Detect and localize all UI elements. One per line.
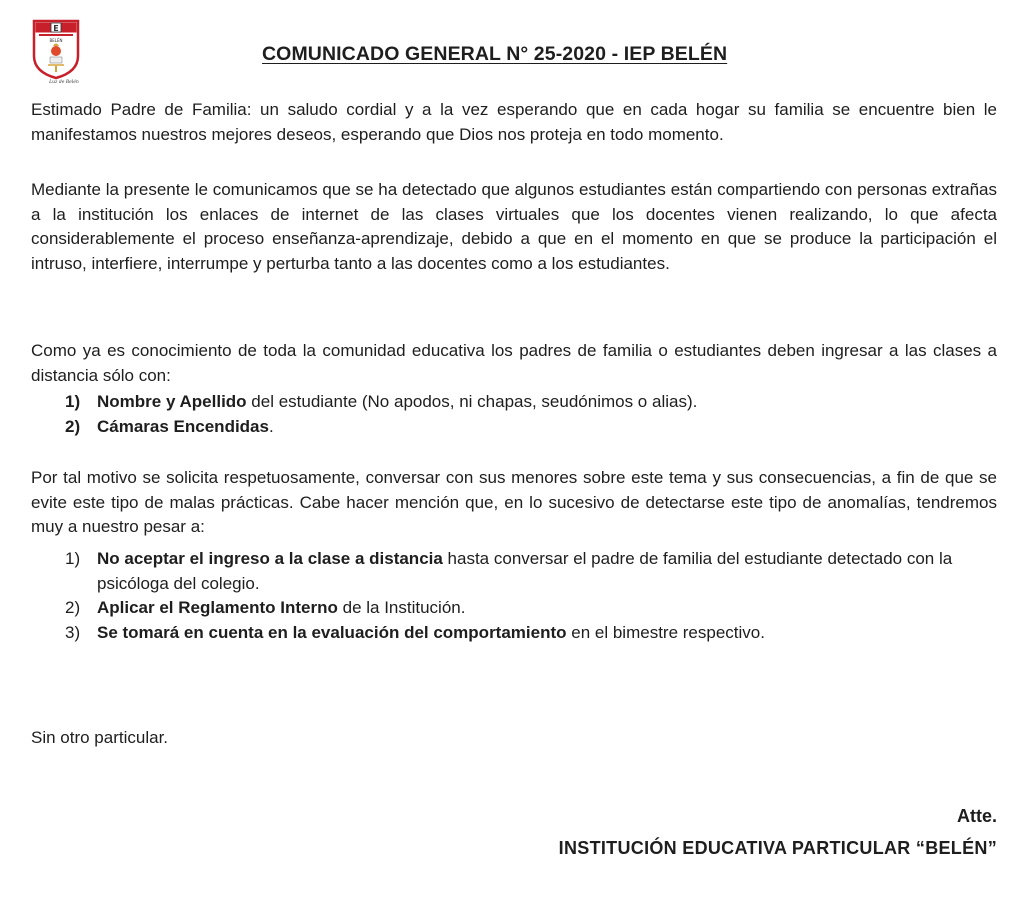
paragraph-access-rules: Como ya es conocimiento de toda la comunidad educativa los padres de familia o estudiantes deben ingresar a las clases a distancia sólo con:	[31, 341, 997, 385]
requirement-text: del estudiante (No apodos, ni chapas, seudónimos o alias).	[246, 392, 698, 411]
consequence-bold: Se tomará en cuenta en la evaluación del comportamiento	[97, 622, 567, 642]
consequence-item	[65, 547, 997, 596]
closing-line: Sin otro particular.	[31, 728, 169, 747]
requirement-item	[65, 390, 997, 415]
signature-atte: Atte.	[957, 806, 997, 826]
list-number: 1)	[65, 549, 81, 568]
list-number: 3)	[65, 622, 81, 642]
svg-text:BELÉN: BELÉN	[49, 38, 63, 43]
consequence-bold: No aceptar el ingreso a la clase a distancia	[97, 549, 443, 568]
svg-text:Luz de Belén: Luz de Belén	[49, 80, 79, 84]
requirement-text: .	[268, 416, 274, 436]
requirements-list	[65, 390, 997, 439]
greeting-paragraph: Estimado Padre de Familia: un saludo cordial y a la vez esperando que en cada hogar su familia se encuentre bien le manifestamos nuestros mejores deseos, esperando que Dios nos proteja en todo momento.	[31, 100, 997, 144]
paragraph-detection-notice: Mediante la presente le comunicamos que se ha detectado que algunos estudiantes están compartiendo con personas extrañas a la institución los enlaces de internet de las clases virtuales que los docentes vienen realizando, lo que afecta considerablemente el proceso enseñanza-aprendizaje, debido a que en el momento en que se produce la participación el intruso, interfiere, interrumpe y perturba tanto a las docentes como a los estudiantes.	[31, 180, 997, 273]
consequence-bold: Aplicar el Reglamento Interno	[97, 598, 338, 617]
consequence-text: hasta conversar el padre de familia del estudiante detectado con la psicóloga del colegio.	[97, 549, 953, 593]
document-title: COMUNICADO GENERAL N° 25-2020 - IEP BELÉN	[262, 43, 728, 65]
consequence-item	[65, 596, 997, 621]
consequence-text: en el bimestre respectivo.	[566, 622, 765, 642]
consequence-item	[65, 621, 997, 646]
school-crest-logo	[28, 18, 88, 84]
svg-text:E: E	[53, 24, 59, 33]
requirement-item	[65, 415, 997, 440]
list-number: 2)	[65, 416, 81, 436]
paragraph-request: Por tal motivo se solicita respetuosamente, conversar con sus menores sobre este tema y sus consecuencias, a fin de que se evite este tipo de malas prácticas. Cabe hacer mención que, en lo sucesivo de detectarse este tipo de anomalías, tendremos muy a nuestro pesar a:	[31, 468, 997, 536]
list-number: 2)	[65, 598, 81, 617]
requirement-bold: Nombre y Apellido	[97, 392, 247, 411]
consequences-list	[65, 547, 997, 645]
list-number: 1)	[65, 392, 81, 411]
requirement-bold: Cámaras Encendidas	[97, 416, 269, 436]
signature-institution: INSTITUCIÓN EDUCATIVA PARTICULAR “BELÉN”	[558, 838, 997, 858]
consequence-text: de la Institución.	[337, 598, 466, 617]
school-crest-icon	[28, 18, 88, 84]
